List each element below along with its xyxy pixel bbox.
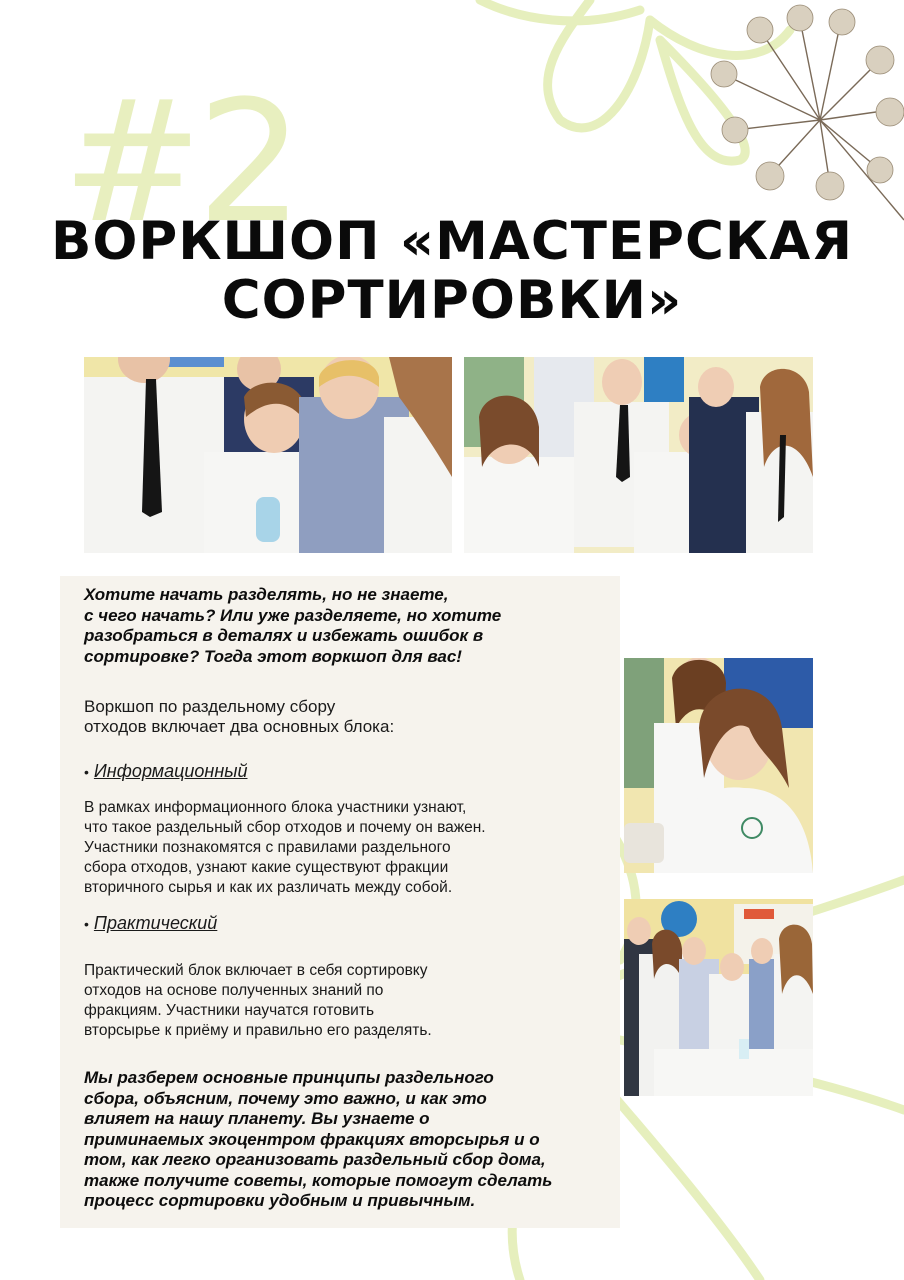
bullet-point: • <box>84 764 89 780</box>
block-line: Практический блок включает в себя сортировку <box>84 962 428 979</box>
block-line: отходов на основе полученных знаний по <box>84 982 384 999</box>
block-line: что такое раздельный сбор отходов и почему он важен. <box>84 819 486 836</box>
closing-paragraph <box>84 1068 604 1212</box>
workshop-photo-group <box>464 357 813 553</box>
overview-paragraph <box>84 697 604 737</box>
block-title: Информационный <box>93 761 248 781</box>
block-line: сбора отходов, узнают какие существуют фракции <box>84 859 449 876</box>
closing-line: том, как легко организовать раздельный сбор дома, <box>84 1150 546 1169</box>
title-line: СОРТИРОВКИ» <box>221 270 683 331</box>
workshop-photo-class <box>624 899 813 1096</box>
closing-line: сбора, объясним, почему это важно, и как это <box>84 1088 487 1108</box>
intro-lead <box>84 585 604 667</box>
block-line: фракциям. Участники научатся готовить <box>84 1002 375 1019</box>
intro-lead-line: разобраться в деталях и избежать ошибок в <box>84 626 484 645</box>
block-line: вторсырье к приёму и правильно его разделять. <box>84 1022 432 1039</box>
block-text-informational <box>84 798 604 898</box>
title-line: ВОРКШОП «МАСТЕРСКАЯ <box>50 211 854 272</box>
closing-line: приминаемых экоцентром фракциях вторсырья и о <box>84 1129 540 1149</box>
intro-lead-line: Хотите начать разделять, но не знаете, <box>84 585 449 604</box>
closing-line: также получите советы, которые помогут сделать <box>84 1170 553 1190</box>
intro-lead-line: с чего начать? Или уже разделяете, но хотите <box>84 605 502 625</box>
overview-line: Воркшоп по раздельному сбору <box>84 697 336 716</box>
closing-line: влияет на нашу планету. Вы узнаете о <box>84 1109 430 1128</box>
overview-line: отходов включает два основных блока: <box>84 717 395 736</box>
section-number: #2 <box>62 64 298 260</box>
closing-line: процесс сортировки удобным и привычным. <box>84 1191 476 1210</box>
closing-line: Мы разберем основные принципы раздельного <box>84 1068 494 1087</box>
intro-lead-line: сортировке? Тогда этот воркшоп для вас! <box>84 646 462 666</box>
page-title <box>0 212 904 330</box>
block-heading-practical <box>84 912 604 935</box>
bullet-point: • <box>84 916 89 932</box>
block-heading-informational <box>84 760 604 783</box>
block-title: Практический <box>93 913 218 933</box>
workshop-photo-boys <box>84 357 452 553</box>
block-text-practical <box>84 961 604 1041</box>
block-line: Участники познакомятся с правилами раздельного <box>84 839 451 856</box>
block-line: В рамках информационного блока участники узнают, <box>84 799 467 816</box>
workshop-photo-presenter <box>624 658 813 873</box>
block-line: вторичного сырья и как их различать между собой. <box>84 879 453 896</box>
